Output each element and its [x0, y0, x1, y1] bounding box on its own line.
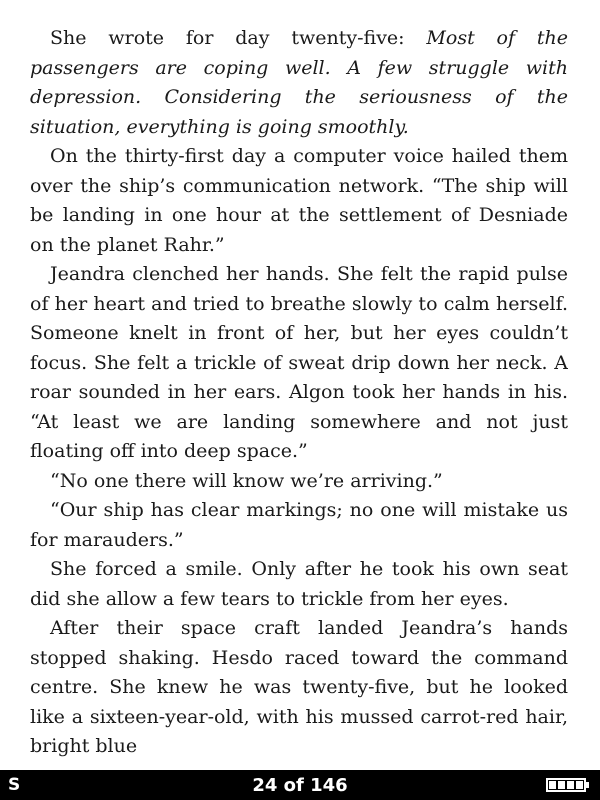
- status-bar: [0, 770, 600, 800]
- paragraph-3: Jeandra clenched her hands. She felt the rapid pulse of her heart and tried to breathe slowly to calm herself. Someone knelt in front of her, but her eyes couldn’t focus. She felt a trickle of sweat drip down her neck. A roar sounded in her ears. Algon took her hands in his. “At least we are landing somewhere and not just floating off into deep space.”: [30, 263, 568, 462]
- paragraph-2: On the thirty-first day a computer voice hailed them over the ship’s communication network. “The ship will be landing in one hour at the settlement of Desniade on the planet Rahr.”: [30, 145, 568, 256]
- paragraph-1-lead: She wrote for day twenty-five:: [50, 27, 427, 49]
- battery-cell: [576, 781, 583, 789]
- paragraph-6: She forced a smile. Only after he took his own seat did she allow a few tears to trickle from her eyes.: [30, 558, 568, 610]
- battery-cell: [567, 781, 574, 789]
- battery-terminal: [586, 782, 589, 788]
- paragraph-4: “No one there will know we’re arriving.”: [50, 469, 443, 492]
- journal-entry-text: Most of the passengers are coping well. A few struggle with depression. Considering the seriousness of the situation, everything is going smoothly.: [30, 27, 568, 138]
- paragraph-1: [30, 24, 568, 142]
- battery-cell: [549, 781, 556, 789]
- paragraph-5: “Our ship has clear markings; no one will mistake us for marauders.”: [30, 499, 568, 551]
- battery-icon: [546, 778, 586, 792]
- battery-cell: [558, 781, 565, 789]
- page-indicator[interactable]: 24 of 146: [252, 775, 348, 796]
- status-left-label: S: [8, 775, 21, 795]
- paragraph-7: After their space craft landed Jeandra’s hands stopped shaking. Hesdo raced toward the command centre. She knew he was twenty-five, but he looked like a sixteen-year-old, with his mussed carrot-red hair, bright blue: [30, 617, 568, 757]
- reading-page[interactable]: [30, 24, 568, 766]
